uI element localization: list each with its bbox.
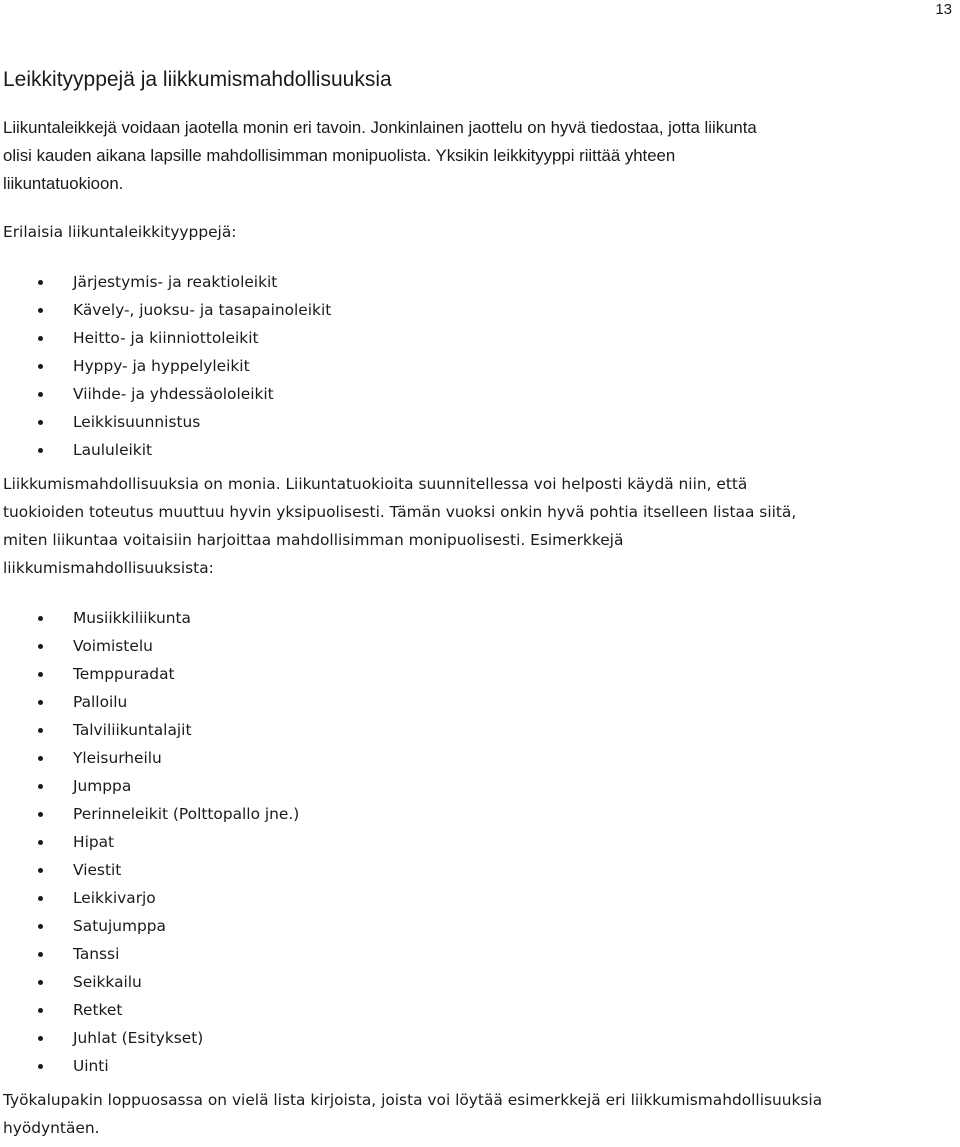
list-item-label: Seikkailu [73,973,142,991]
list-item [3,380,953,408]
bullet-icon [38,756,43,761]
list-item [3,772,953,800]
list-item-label: Tanssi [73,945,120,963]
bullet-icon [38,924,43,929]
bullet-icon [38,700,43,705]
list-item-label: Perinneleikit (Polttopallo jne.) [73,805,300,823]
intro-line: Liikuntaleikkejä voidaan jaotella monin eri tavoin. Jonkinlainen jaottelu on hyvä tiedostaa, jotta liikunta [3,118,757,137]
bullet-icon [38,392,43,397]
list-item [3,436,953,464]
list-item [3,884,953,912]
bullet-icon [38,1036,43,1041]
liikkumismahdollisuudet-list [3,604,953,1080]
bullet-icon [38,812,43,817]
list-item [3,828,953,856]
list-item-label: Musiikkiliikunta [73,609,191,627]
list-item-label: Hyppy- ja hyppelyleikit [73,357,250,375]
bullet-icon [38,280,43,285]
list-item [3,632,953,660]
list-item [3,800,953,828]
bullet-icon [38,868,43,873]
list-item [3,408,953,436]
section-heading: Leikkityyppejä ja liikkumismahdollisuuksia [3,68,392,91]
paragraph-line: hyödyntäen. [3,1119,100,1137]
list-item-label: Talviliikuntalajit [73,721,192,739]
list-item-label: Satujumppa [73,917,166,935]
intro-paragraph [3,114,953,198]
list-item [3,744,953,772]
list-item [3,1052,953,1080]
list-item-label: Laululeikit [73,441,153,459]
list-item [3,604,953,632]
bullet-icon [38,728,43,733]
paragraph-line: Työkalupakin loppuosassa on vielä lista kirjoista, joista voi löytää esimerkkejä eri liikkumismahdollisuuksia [3,1091,823,1109]
list-item [3,688,953,716]
page-number: 13 [935,1,952,18]
list-item-label: Voimistelu [73,637,153,655]
types-lead: Erilaisia liikuntaleikkityyppejä: [3,223,237,241]
bullet-icon [38,1064,43,1069]
list-item [3,856,953,884]
list-item [3,940,953,968]
bullet-icon [38,616,43,621]
bullet-icon [38,420,43,425]
leikkityypit-list [3,268,953,464]
intro-line: liikuntatuokioon. [3,174,124,193]
bullet-icon [38,644,43,649]
list-item-label: Leikkisuunnistus [73,413,201,431]
bullet-icon [38,336,43,341]
list-item-label: Leikkivarjo [73,889,156,907]
closing-paragraph [3,1086,953,1142]
bullet-icon [38,308,43,313]
list-item [3,352,953,380]
bullet-icon [38,1008,43,1013]
list-item-label: Jumppa [73,777,132,795]
paragraph-line: liikkumismahdollisuuksista: [3,559,214,577]
paragraph-line: tuokioiden toteutus muuttuu hyvin yksipuolisesti. Tämän vuoksi onkin hyvä pohtia itselleen listaa siitä, [3,503,797,521]
paragraph-line: miten liikuntaa voitaisiin harjoittaa mahdollisimman monipuolisesti. Esimerkkejä [3,531,624,549]
list-item-label: Viihde- ja yhdessäololeikit [73,385,274,403]
possibilities-paragraph [3,470,953,582]
list-item-label: Juhlat (Esitykset) [73,1029,204,1047]
bullet-icon [38,672,43,677]
document-body [3,66,953,1142]
bullet-icon [38,840,43,845]
list-item-label: Temppuradat [73,665,175,683]
list-item [3,296,953,324]
list-item [3,996,953,1024]
bullet-icon [38,364,43,369]
list-item-label: Yleisurheilu [73,749,162,767]
list-item [3,660,953,688]
list-item-label: Kävely-, juoksu- ja tasapainoleikit [73,301,332,319]
list-item [3,1024,953,1052]
list-item-label: Retket [73,1001,123,1019]
list-item [3,716,953,744]
bullet-icon [38,448,43,453]
list-item [3,968,953,996]
list-item [3,912,953,940]
intro-line: olisi kauden aikana lapsille mahdollisimman monipuolista. Yksikin leikkityyppi riittää yhteen [3,146,676,165]
list-item-label: Viestit [73,861,122,879]
bullet-icon [38,980,43,985]
paragraph-line: Liikkumismahdollisuuksia on monia. Liikuntatuokioita suunnitellessa voi helposti käydä niin, että [3,475,748,493]
bullet-icon [38,896,43,901]
list-item-label: Uinti [73,1057,109,1075]
list-item-label: Palloilu [73,693,128,711]
bullet-icon [38,784,43,789]
list-item [3,324,953,352]
bullet-icon [38,952,43,957]
list-item-label: Hipat [73,833,115,851]
list-item-label: Heitto- ja kiinniottoleikit [73,329,259,347]
list-item-label: Järjestymis- ja reaktioleikit [73,273,278,291]
list-item [3,268,953,296]
